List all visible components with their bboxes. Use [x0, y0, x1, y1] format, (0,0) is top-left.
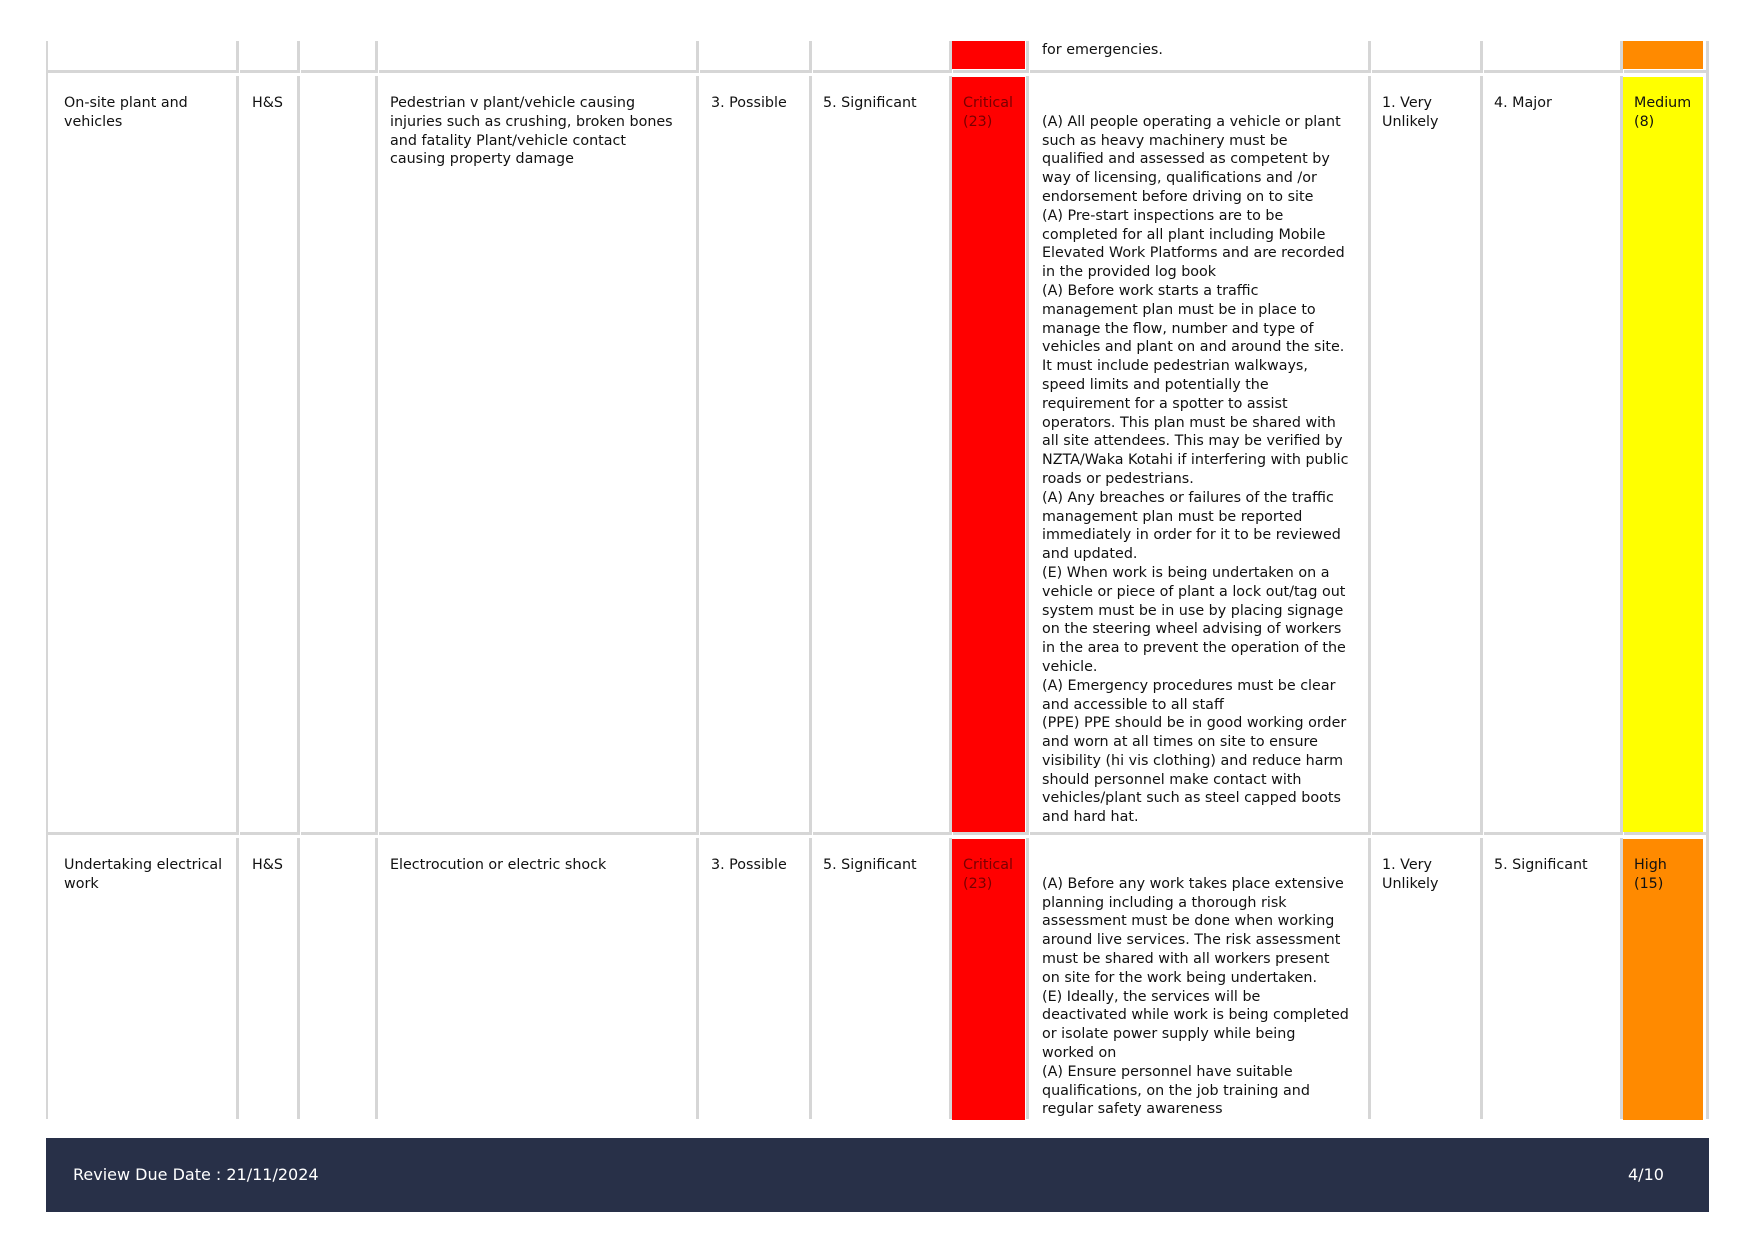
initial-rating-text: Critical (23) [963, 95, 1014, 130]
residual-consequence-text: 4. Major [1494, 95, 1552, 111]
cell-residual-likelihood [1372, 76, 1483, 835]
hazard-text: Electrocution or electric shock [390, 857, 607, 873]
controls-text: for emergencies. [1042, 42, 1163, 58]
cell-hazard [379, 41, 699, 73]
initial-risk-color [952, 41, 1025, 69]
cell-hazard [379, 76, 699, 835]
residual-risk-color [1623, 77, 1703, 832]
cell-category [240, 41, 300, 73]
residual-likelihood-text: 1. Very Unlikely [1382, 95, 1439, 130]
review-due-date: Review Due Date : 21/11/2024 [73, 1165, 319, 1184]
page-footer [46, 1138, 1709, 1212]
category-text: H&S [252, 857, 283, 873]
activity-text: Undertaking electrical work [64, 857, 223, 892]
activity-text: On-site plant and vehicles [64, 95, 188, 130]
cell-activity [48, 76, 239, 835]
cell-residual-consequence [1484, 76, 1623, 835]
cell-residual-likelihood [1372, 41, 1483, 73]
category-text: H&S [252, 95, 283, 111]
cell-hazard [379, 838, 699, 1119]
cell-extra [301, 41, 378, 73]
residual-risk-color [1623, 41, 1703, 69]
initial-risk-color [952, 77, 1025, 832]
residual-rating-text: High (15) [1634, 857, 1667, 892]
cell-residual-consequence [1484, 41, 1623, 73]
cell-category [240, 838, 300, 1119]
cell-extra [301, 838, 378, 1119]
consequence-text: 5. Significant [823, 857, 917, 873]
cell-activity [48, 41, 239, 73]
table-left-border [46, 41, 48, 1119]
cell-likelihood [700, 41, 812, 73]
table-right-border [1706, 41, 1709, 1119]
initial-rating-text: Critical (23) [963, 857, 1014, 892]
residual-rating-text: Medium (8) [1634, 95, 1692, 130]
residual-consequence-text: 5. Significant [1494, 857, 1588, 873]
cell-category [240, 76, 300, 835]
cell-consequence [813, 41, 952, 73]
cell-residual-consequence [1484, 838, 1623, 1119]
controls-text: (A) Before any work takes place extensive planning including a thorough risk assessment must be done when working around live services. The risk assessment must be shared with all workers present on site for the work being undertaken. (E) Ideally, the services will be deactivated while work is being completed or isolate power supply while being worked on (A) Ensure personnel have suitable qualifications, on the job training and regular safety awareness [1042, 875, 1349, 1118]
residual-likelihood-text: 1. Very Unlikely [1382, 857, 1439, 892]
cell-extra [301, 76, 378, 835]
cell-consequence [813, 838, 952, 1119]
hazard-text: Pedestrian v plant/vehicle causing injuries such as crushing, broken bones and fatality Plant/vehicle contact causing property damage [390, 95, 673, 168]
likelihood-text: 3. Possible [711, 857, 787, 873]
controls-text: (A) All people operating a vehicle or plant such as heavy machinery must be qualified and assessed as competent by way of licensing, qualifications and /or endorsement before driving on to site (A) Pre-start inspections are to be completed for all plant including Mobile Elevated Work Platforms and are recorded in the provided log book (A) Before work starts a traffic management plan must be in place to manage the flow, number and type of vehicles and plant on and around the site. It must include pedestrian walkways, speed limits and potentially the requirement for a spotter to assist operators. This plan must be shared with all site attendees. This may be verified by NZTA/Waka Kotahi if interfering with public roads or pedestrians. (A) Any breaches or failures of the traffic management plan must be reported immediately in order for it to be reviewed and updated. (E) When work is being undertaken on a vehicle or piece of plant a lock out/tag out system must be in use by placing signage on the steering wheel advising of workers in the area to prevent the operation of the vehicle. (A) Emergency procedures must be clear and accessible to all staff (PPE) PPE should be in good working order and worn at all times on site to ensure visibility (hi vis clothing) and reduce harm should personnel make contact with vehicles/plant such as steel capped boots and hard hat. [1042, 113, 1349, 826]
page-number: 4/10 [1628, 1165, 1664, 1184]
cell-likelihood [700, 76, 812, 835]
consequence-text: 5. Significant [823, 95, 917, 111]
likelihood-text: 3. Possible [711, 95, 787, 111]
cell-likelihood [700, 838, 812, 1119]
cell-consequence [813, 76, 952, 835]
